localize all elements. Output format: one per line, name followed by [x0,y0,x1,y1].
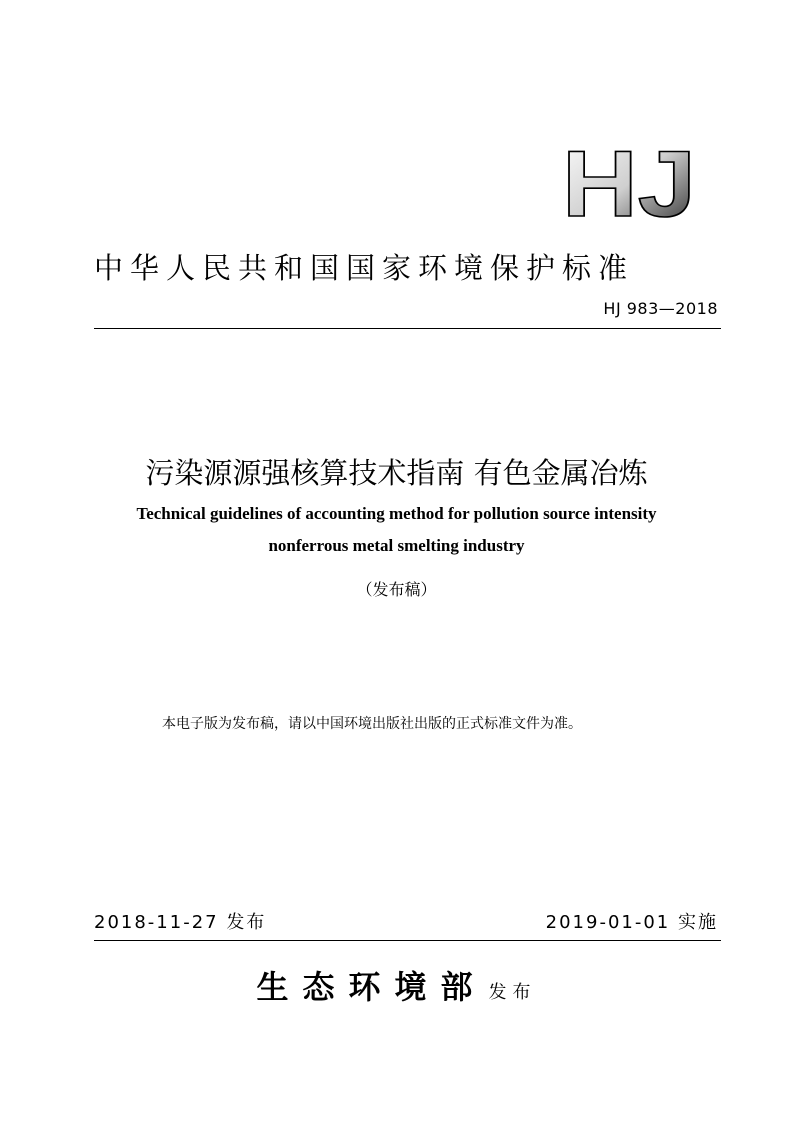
header-divider [94,328,721,329]
document-title-en-line1: Technical guidelines of accounting method for pollution source intensity [136,504,657,523]
logo-text: HJ [562,142,696,220]
standard-code: HJ 983—2018 [603,299,718,318]
issue-date: 2018-11-27 发布 [94,912,267,933]
footer-divider [94,940,721,941]
issuer-suffix: 发布 [488,982,537,1003]
organization-name: 中华人民共和国国家环境保护标准 [94,251,635,285]
document-title-en-line2: nonferrous metal smelting industry [268,536,525,555]
issuer-name: 生态环境部 [256,968,487,1006]
effective-date: 2019-01-01 实施 [545,912,718,933]
edition-notice: 本电子版为发布稿，请以中国环境出版社出版的正式标准文件为准。 [162,716,582,732]
document-title-cn: 污染源源强核算技术指南 有色金属冶炼 [145,456,648,490]
hj-logo [560,142,700,220]
draft-label: （发布稿） [356,580,437,599]
issuer [0,962,793,1008]
